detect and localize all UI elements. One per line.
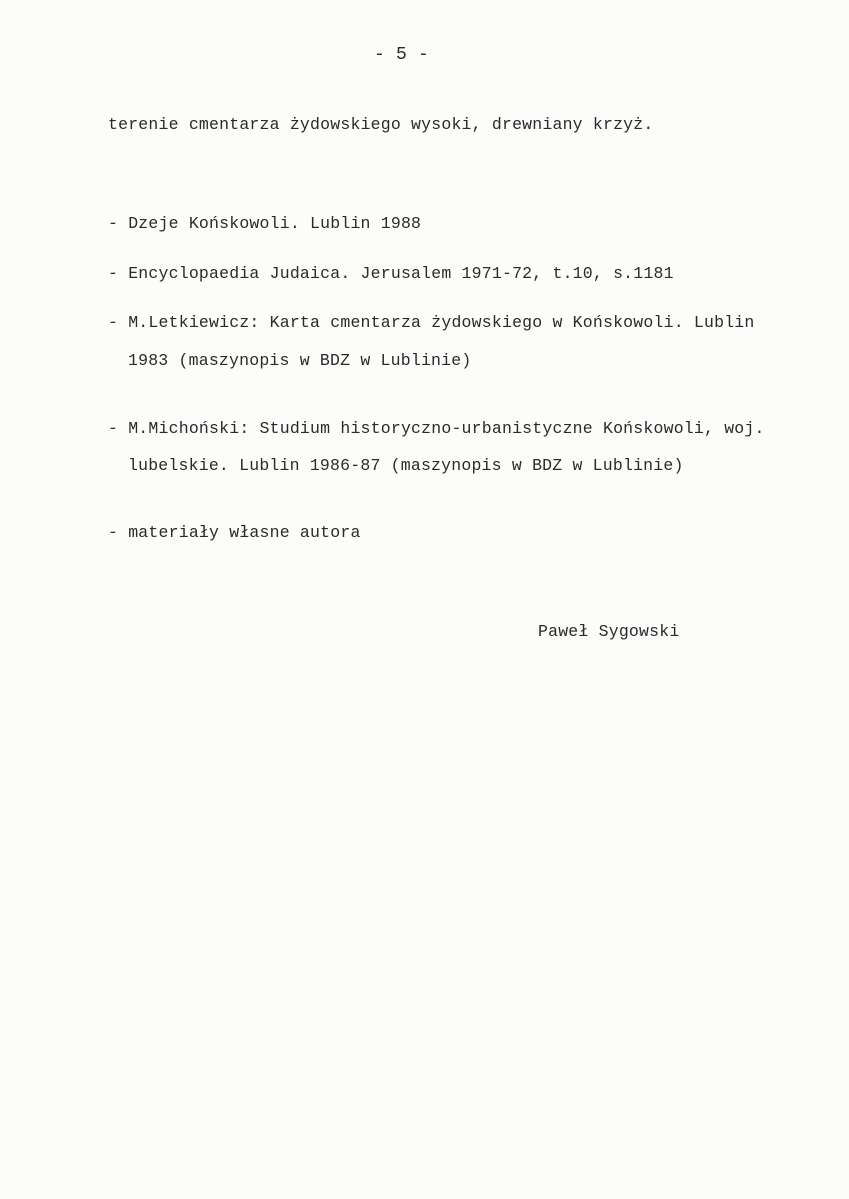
reference-1: - Dzeje Końskowoli. Lublin 1988	[108, 214, 422, 233]
author-signature: Paweł Sygowski	[538, 622, 680, 641]
reference-3-line-2: 1983 (maszynopis w BDZ w Lublinie)	[128, 351, 472, 370]
reference-4-line-1: - M.Michoński: Studium historyczno-urbanistyczne Końskowoli, woj.	[108, 419, 765, 438]
reference-2: - Encyclopaedia Judaica. Jerusalem 1971-72, t.10, s.1181	[108, 264, 674, 283]
page-number: - 5 -	[374, 45, 430, 65]
continuation-text: terenie cmentarza żydowskiego wysoki, drewniany krzyż.	[108, 115, 654, 134]
reference-4-line-2: lubelskie. Lublin 1986-87 (maszynopis w BDZ w Lublinie)	[128, 456, 684, 475]
reference-5: - materiały własne autora	[108, 523, 361, 542]
reference-3-line-1: - M.Letkiewicz: Karta cmentarza żydowskiego w Końskowoli. Lublin	[108, 313, 755, 332]
